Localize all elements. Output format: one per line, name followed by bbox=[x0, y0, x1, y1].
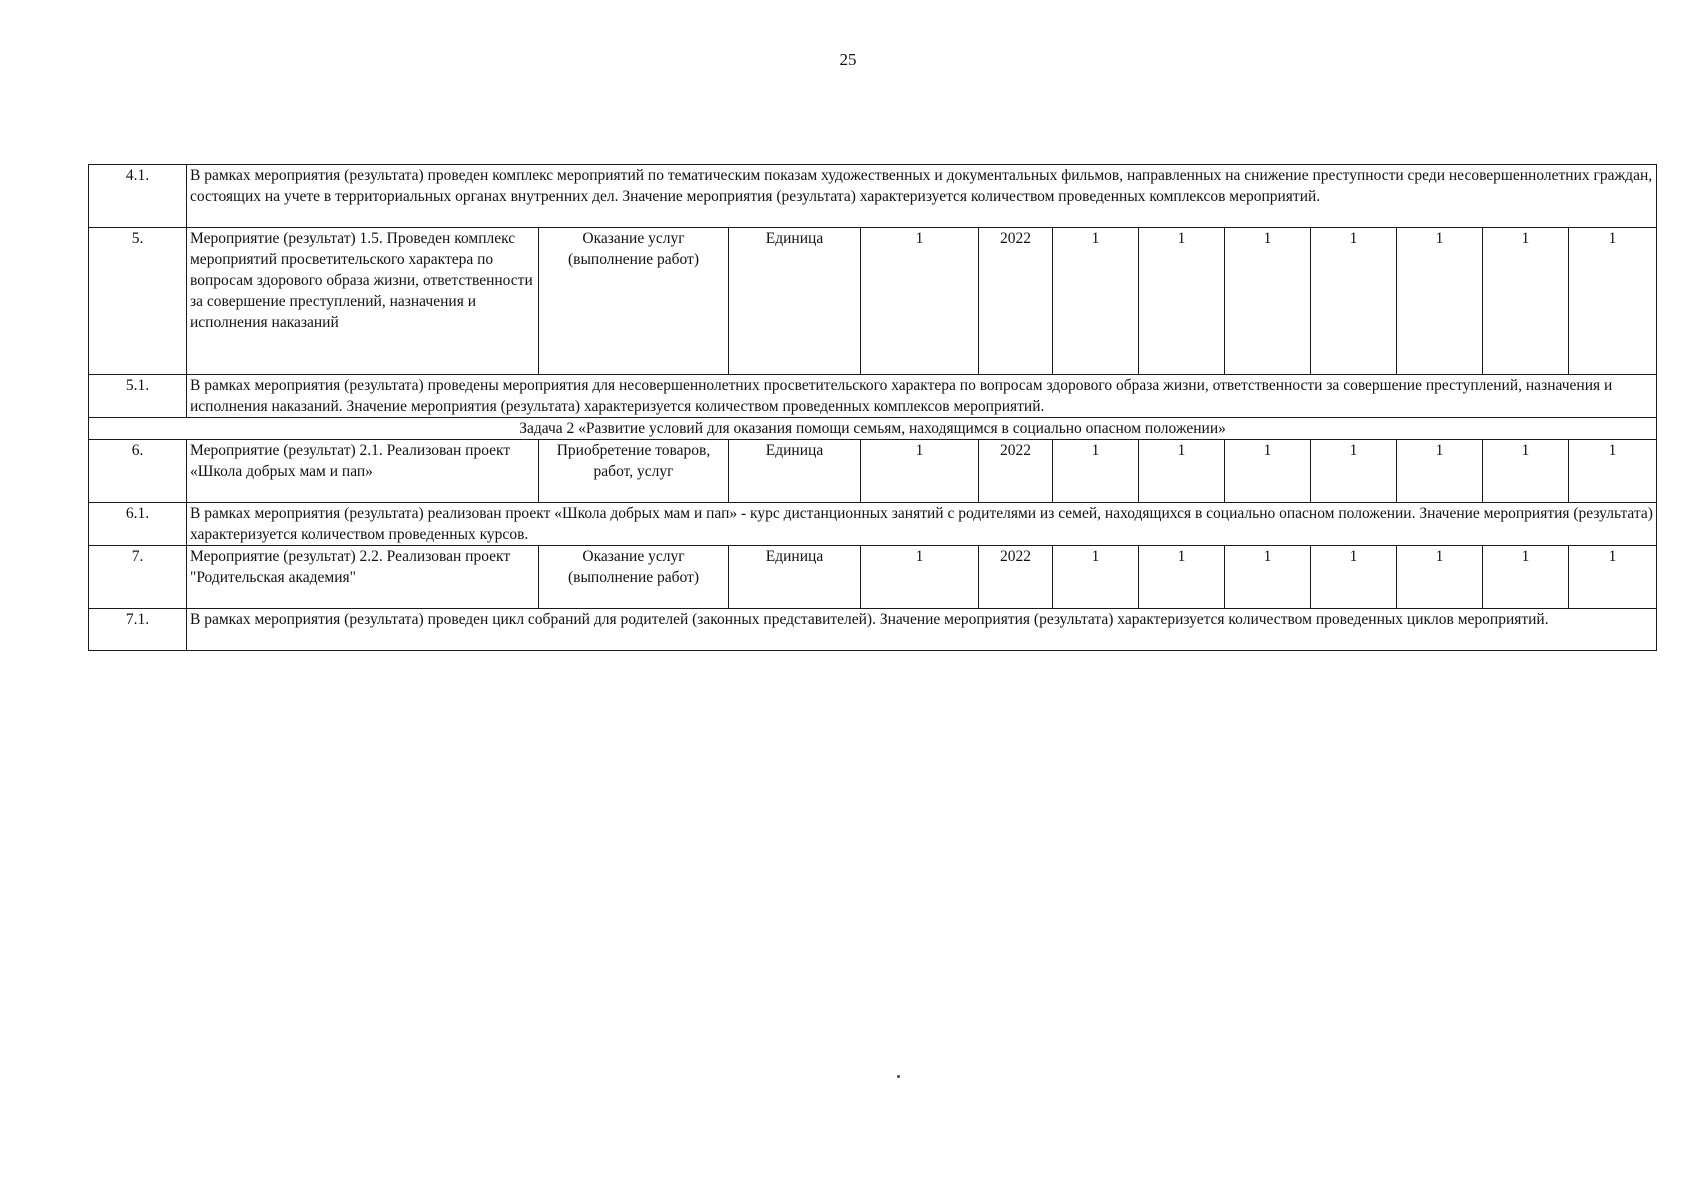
row-number: 7. bbox=[89, 546, 187, 609]
measure-type: Приобретение товаров, работ, услуг bbox=[539, 440, 729, 503]
year-value: 1 bbox=[1397, 440, 1483, 503]
table-row bbox=[89, 228, 1657, 375]
year-value: 1 bbox=[1483, 228, 1569, 375]
table-row bbox=[89, 165, 1657, 228]
row-description: В рамках мероприятия (результата) проведены мероприятия для несовершеннолетних просветительского характера по вопросам здорового образа жизни, ответственности за совершение преступлений, назначения и исполнения наказаний. Значение мероприятия (результата) характеризуется количеством проведенных комплексов мероприятий. bbox=[187, 375, 1657, 418]
base-year: 2022 bbox=[979, 440, 1053, 503]
table-row bbox=[89, 375, 1657, 418]
row-number: 7.1. bbox=[89, 609, 187, 651]
year-value: 1 bbox=[1311, 228, 1397, 375]
table-row bbox=[89, 440, 1657, 503]
year-value: 1 bbox=[1569, 440, 1657, 503]
table-row bbox=[89, 546, 1657, 609]
base-value: 1 bbox=[861, 546, 979, 609]
year-value: 1 bbox=[1483, 546, 1569, 609]
table-row bbox=[89, 609, 1657, 651]
measure-type: Оказание услуг (выполнение работ) bbox=[539, 546, 729, 609]
row-number: 6.1. bbox=[89, 503, 187, 546]
row-description: В рамках мероприятия (результата) реализован проект «Школа добрых мам и пап» - курс дистанционных занятий с родителями из семей, находящихся в социально опасном положении. Значение мероприятия (результата) характеризуется количеством проведенных курсов. bbox=[187, 503, 1657, 546]
row-description: В рамках мероприятия (результата) проведен цикл собраний для родителей (законных представителей). Значение мероприятия (результата) характеризуется количеством проведенных циклов мероприятий. bbox=[187, 609, 1657, 651]
row-number: 6. bbox=[89, 440, 187, 503]
year-value: 1 bbox=[1397, 228, 1483, 375]
year-value: 1 bbox=[1311, 440, 1397, 503]
year-value: 1 bbox=[1139, 546, 1225, 609]
base-value: 1 bbox=[861, 228, 979, 375]
year-value: 1 bbox=[1311, 546, 1397, 609]
year-value: 1 bbox=[1483, 440, 1569, 503]
base-year: 2022 bbox=[979, 546, 1053, 609]
measure-type: Оказание услуг (выполнение работ) bbox=[539, 228, 729, 375]
scan-dot bbox=[897, 1075, 900, 1078]
year-value: 1 bbox=[1397, 546, 1483, 609]
year-value: 1 bbox=[1139, 228, 1225, 375]
row-number: 5.1. bbox=[89, 375, 187, 418]
year-value: 1 bbox=[1053, 228, 1139, 375]
year-value: 1 bbox=[1053, 546, 1139, 609]
base-value: 1 bbox=[861, 440, 979, 503]
measure-unit: Единица bbox=[729, 440, 861, 503]
page-number: 25 bbox=[839, 50, 857, 69]
measure-unit: Единица bbox=[729, 546, 861, 609]
measure-unit: Единица bbox=[729, 228, 861, 375]
year-value: 1 bbox=[1053, 440, 1139, 503]
base-year: 2022 bbox=[979, 228, 1053, 375]
year-value: 1 bbox=[1139, 440, 1225, 503]
row-number: 4.1. bbox=[89, 165, 187, 228]
task-row bbox=[89, 418, 1657, 440]
year-value: 1 bbox=[1225, 546, 1311, 609]
year-value: 1 bbox=[1225, 440, 1311, 503]
row-description: В рамках мероприятия (результата) проведен комплекс мероприятий по тематическим показам художественных и документальных фильмов, направленных на снижение преступности среди несовершеннолетних граждан, состоящих на учете в территориальных органах внутренних дел. Значение мероприятия (результата) характеризуется количеством проведенных комплексов мероприятий. bbox=[187, 165, 1657, 228]
measure-name: Мероприятие (результат) 1.5. Проведен комплекс мероприятий просветительского характера по вопросам здорового образа жизни, ответственности за совершение преступлений, назначения и исполнения наказаний bbox=[187, 228, 539, 375]
measure-name: Мероприятие (результат) 2.2. Реализован проект "Родительская академия" bbox=[187, 546, 539, 609]
task-heading: Задача 2 «Развитие условий для оказания помощи семьям, находящимся в социально опасном положении» bbox=[89, 418, 1657, 440]
year-value: 1 bbox=[1569, 546, 1657, 609]
year-value: 1 bbox=[1569, 228, 1657, 375]
year-value: 1 bbox=[1225, 228, 1311, 375]
plan-table bbox=[88, 164, 1657, 651]
row-number: 5. bbox=[89, 228, 187, 375]
measure-name: Мероприятие (результат) 2.1. Реализован проект «Школа добрых мам и пап» bbox=[187, 440, 539, 503]
table-row bbox=[89, 503, 1657, 546]
